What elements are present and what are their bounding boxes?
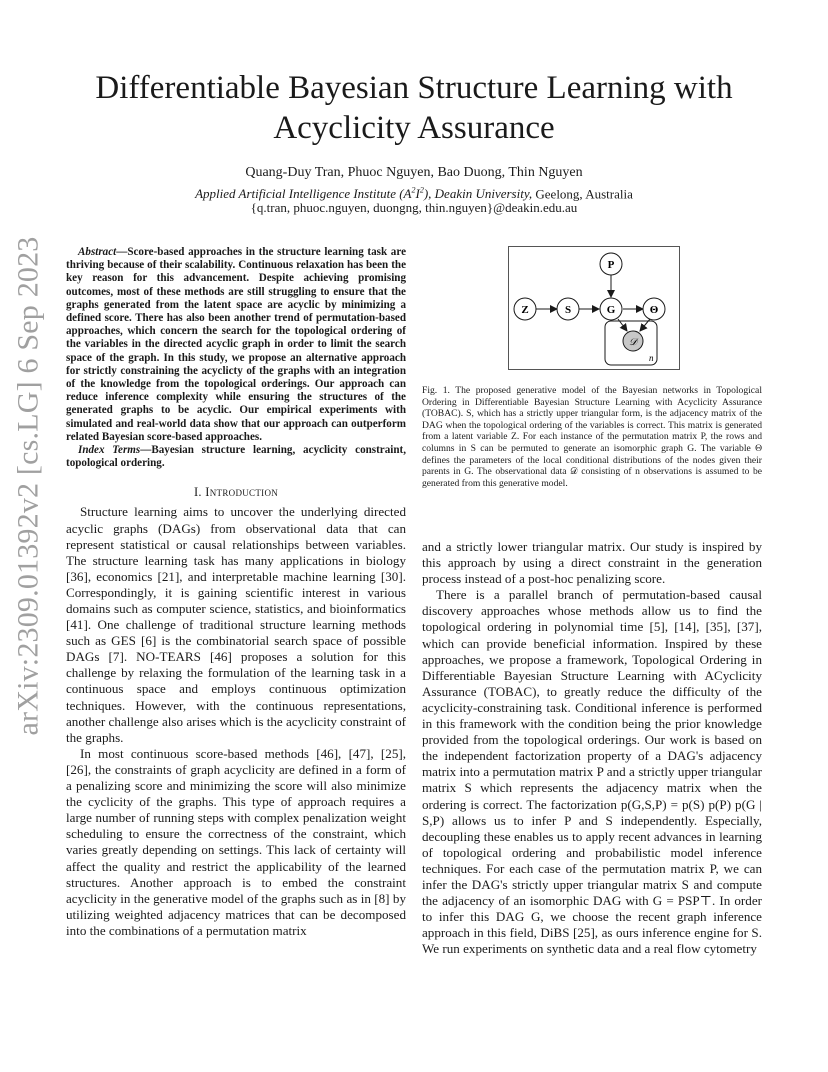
section-heading-introduction — [66, 484, 406, 500]
superscript-1: 2 — [411, 186, 416, 195]
abstract-label: Abstract — [78, 246, 117, 258]
superscript-2: 2 — [419, 186, 424, 195]
figure-1-caption: Fig. 1. The proposed generative model of the Bayesian networks in Topological Ordering in Differentiable Bayesian Structure Learning with Acyclicity Assurance (TOBAC). S, which has a strictly upper triangular form, is the adjacency matrix of the DAG when the topological ordering of the variables is correct. This matrix is generated from a latent variable Z. For each instance of the permutation matrix P, the rows and columns in S can be permuted to generate an isomorphic graph G. The variable Θ defines the parameters of the local conditional distributions of the nodes given their parents in G. The observational data 𝒟 consisting of n observations is assumed to be generated from this generative model. — [422, 385, 762, 489]
generative-model-diagram — [509, 247, 679, 369]
affiliation-location: Geelong, Australia — [532, 186, 633, 202]
institute-name-start: Applied Artificial Intelligence Institute (A — [195, 186, 412, 202]
right-paragraph-1: and a strictly lower triangular matrix. Our study is inspired by this approach by using a direct constraint in the generation process instead of a post-hoc penalizing score. — [422, 539, 762, 587]
author-emails: {q.tran, phuoc.nguyen, duongng, thin.nguyen}@deakin.edu.au — [250, 200, 578, 215]
node-theta — [643, 298, 665, 320]
section-title: Introduction — [205, 485, 279, 500]
node-s — [557, 298, 579, 320]
index-terms-label: Index Terms — [78, 444, 141, 457]
node-s-label: S — [564, 304, 572, 316]
node-d-label: 𝒟 — [629, 337, 637, 348]
node-z — [514, 298, 536, 320]
paper-title — [60, 68, 768, 148]
node-g-label: G — [606, 304, 616, 316]
title-line-1: Differentiable Bayesian Structure Learning with — [95, 70, 733, 106]
institute-acronym-mid: I — [415, 186, 420, 202]
node-p — [600, 253, 622, 275]
institute-name-end: ), Deakin University, — [423, 186, 533, 202]
node-g — [600, 298, 622, 320]
right-paragraph-2: There is a parallel branch of permutation-based causal discovery approaches whose methods allow us to find the topological ordering in polynomial time [5], [14], [35], [37], which can provide beneficial information. Inspired by these approaches, we propose a framework, Topological Ordering in Differentiable Bayesian Structure Learning with ACyclicity Assurance (TOBAC), to greatly reduce the difficulty of the acyclicity-constraining task. Conditional inference is performed in this framework with the condition being the prior knowledge provided from the topological orderings. Our work is based on the independent factorization property of a DAG's adjacency matrix into a permutation matrix P and a strictly upper triangular matrix S which represents the adjacency matrix when the ordering is correct. The factorization p(G,S,P) = p(S) p(P) p(G | S,P) allows us to infer P and S independently. Especially, decoupling these enables us to apply recent advances in learning of topological ordering and probabilistic model inference techniques. For each case of the permutation matrix P, we can infer the DAG's strictly upper triangular matrix S and compute the adjacency of an isomorphic DAG with G = PSP⊤. In order to infer this DAG G, we choose the recent graph inference approach in this field, DiBS [25], as ours inference engine for S. We run experiments on synthetic data and a real flow cytometry — [422, 587, 762, 957]
author-list: Quang-Duy Tran, Phuoc Nguyen, Bao Duong, Thin Nguyen — [245, 165, 583, 180]
intro-paragraph-1: Structure learning aims to uncover the underlying directed acyclic graphs (DAGs) from observational data that can represent statistical or causal relationships between variables. The structure learning task has many applications in biology [36], economics [21], and interpretable machine learning [30]. Correspondingly, it is gaining scientific interest in various domains such as computer science, statistics, and bioinformatics [41]. One challenge of traditional structure learning methods such as GES [6] is the combinatorial search space of possible DAGs [7]. NO-TEARS [46] proposes a solution for this challenge by relaxing the formulation of the learning task in a continuous space and employs continuous optimization techniques. However, with the continuous representations, another challenge also arises which is the acyclicity constraint of the graphs. — [66, 504, 406, 745]
abstract — [66, 246, 406, 444]
node-theta-label: Θ — [649, 304, 659, 316]
index-terms-text: —Bayesian structure learning, acyclicity constraint, topological ordering. — [66, 444, 406, 470]
abstract-text: —Score-based approaches in the structure learning task are thriving because of their scalability. Continuous relaxation has been the key reason for this advancement. Despite achieving promising outcomes, most of these methods are still struggling to ensure that the graphs generated from the latent space are acyclic by minimizing a defined score. There has also been another trend of permutation-based approaches, which concern the search for the topological ordering of the variables in the directed acyclic graph in order to limit the search space of the graph. In this study, we propose an alternative approach for strictly constraining the acyclicty of the graphs with an integration of the knowledge from the topological orderings. Our approach can reduce inference complexity while ensuring the structures of the generated graphs to be acyclic. Our empirical experiments with simulated and real-world data show that our approach can outperform related Bayesian score-based approaches. — [66, 246, 406, 443]
arxiv-identifier-stamp — [4, 236, 52, 736]
plate-label: n — [649, 353, 654, 363]
generative-model-figure — [508, 246, 680, 370]
node-p-label: P — [607, 259, 615, 271]
index-terms — [66, 444, 406, 470]
node-z-label: Z — [521, 304, 529, 316]
right-column — [422, 539, 762, 957]
intro-paragraph-2: In most continuous score-based methods [46], [47], [25], [26], the constraints of graph acyclicity are defined in a form of a penalizing score and minimizing the score will also minimize the cyclicity of the graphs. This type of approach requires a large number of running steps with complex penalization weight scheduling to ensure the correctness of the constraint, which varies greatly depending on settings. This lack of certainty will affect the quality and restrict the applicability of the learned structures. Another approach is to embed the constraint acyclicity in the generative model of the graphs such as in [8] by utilizing weighted adjacency matrices that can be decomposed into the combinations of a permutation matrix — [66, 745, 406, 938]
node-d-observed — [623, 331, 643, 351]
title-line-2: Acyclicity Assurance — [273, 110, 555, 146]
section-number: I. — [193, 485, 206, 500]
arxiv-identifier-text: arXiv:2309.01392v2 [cs.LG] 6 Sep 2023 — [11, 236, 45, 736]
left-column — [66, 246, 406, 939]
